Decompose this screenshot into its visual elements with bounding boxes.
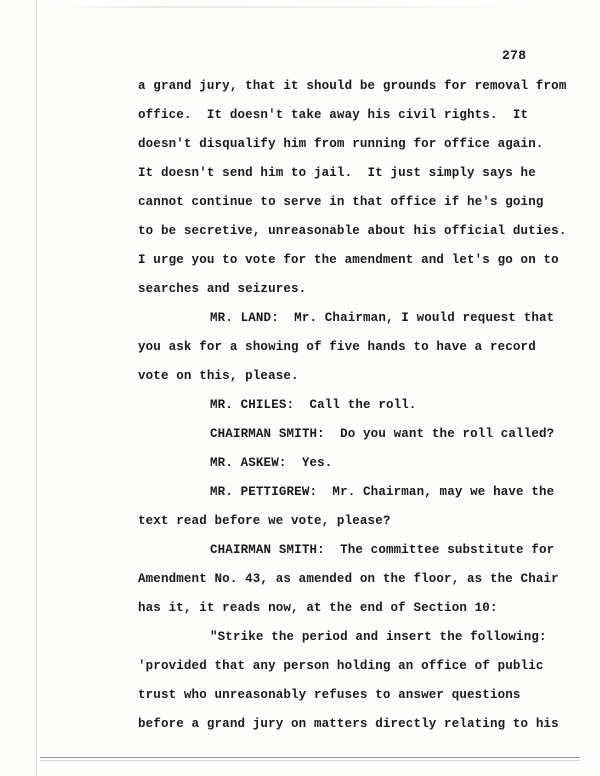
text-line-10: you ask for a showing of five hands to have a record [138,340,536,354]
text-line-15: MR. PETTIGREW: Mr. Chairman, may we have the [210,485,555,499]
text-line-21: 'provided that any person holding an office of public [138,659,544,673]
text-line-7: I urge you to vote for the amendment and let's go on to [138,253,559,267]
top-scan-mark [60,6,530,8]
text-line-12: MR. CHILES: Call the roll. [210,398,417,412]
text-line-13: CHAIRMAN SMITH: Do you want the roll called? [210,427,555,441]
text-line-3: doesn't disqualify him from running for office again. [138,137,544,151]
text-line-5: cannot continue to serve in that office if he's going [138,195,544,209]
text-line-18: Amendment No. 43, as amended on the floor, as the Chair [138,572,559,586]
text-line-11: vote on this, please. [138,369,299,383]
text-line-6: to be secretive, unreasonable about his official duties. [138,224,567,238]
text-line-22: trust who unreasonably refuses to answer questions [138,688,521,702]
text-line-19: has it, it reads now, at the end of Section 10: [138,601,498,615]
text-line-8: searches and seizures. [138,282,307,296]
page-number: 278 [502,48,527,63]
text-line-23: before a grand jury on matters directly relating to his [138,717,559,731]
text-line-16: text read before we vote, please? [138,514,391,528]
bottom-edge-line [40,757,580,758]
left-edge-shadow [36,0,37,776]
text-line-2: office. It doesn't take away his civil rights. It [138,108,529,122]
bottom-edge-shadow [40,760,580,761]
text-line-20: "Strike the period and insert the following: [210,630,547,644]
text-line-1: a grand jury, that it should be grounds for removal from [138,79,567,93]
text-line-9: MR. LAND: Mr. Chairman, I would request that [210,311,555,325]
text-line-14: MR. ASKEW: Yes. [210,456,333,470]
text-line-17: CHAIRMAN SMITH: The committee substitute for [210,543,555,557]
text-line-4: It doesn't send him to jail. It just simply says he [138,166,536,180]
